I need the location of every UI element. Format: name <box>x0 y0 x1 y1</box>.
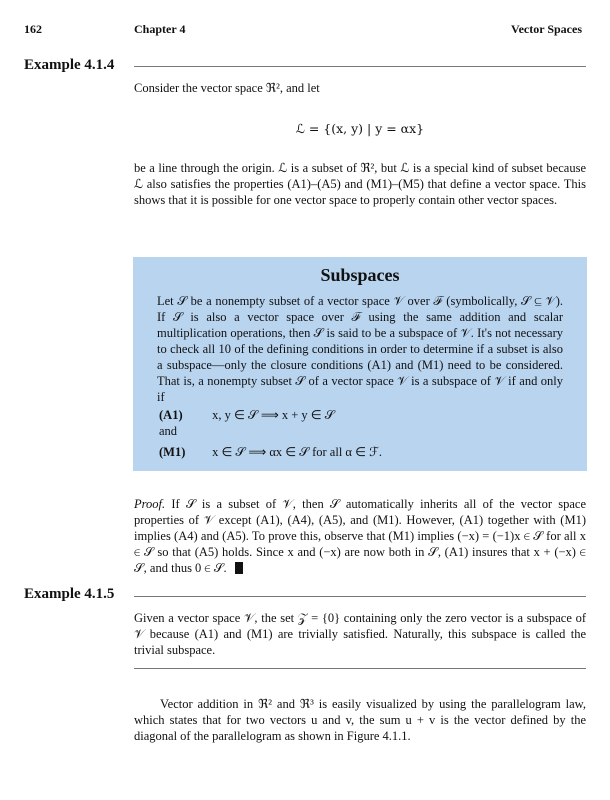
example-label-2: Example 4.1.5 <box>24 586 115 602</box>
condition-m1-label: (M1) <box>159 445 186 459</box>
example-2-text: Given a vector space 𝒱, the set 𝒵 = {0} containing only the zero vector is a subspace of 𝒱 because (A1) and (M1) are trivially satisfied. Naturally, this subspace is called the trivial subspace. <box>134 611 586 657</box>
condition-m1-text: x ∈ 𝒮 ⟹ αx ∈ 𝒮 for all α ∈ ℱ. <box>212 445 383 459</box>
box-definition-text: Let 𝒮 be a nonempty subset of a vector space 𝒱 over ℱ (symbolically, 𝒮 ⊆ 𝒱). If 𝒮 is also a vector space over ℱ using the same addition and scalar multiplication operations, then 𝒮 is said to be a subspace of 𝒱. It's not necessary to check all 10 of the defining conditions in order to determine if a subset is also a subspace—only the closure conditions (A1) and (M1) need to be considered. That is, a nonempty subset 𝒮 of a vector space 𝒱 is a subspace of 𝒱 if and only if <box>157 294 563 404</box>
divider <box>134 66 586 67</box>
divider <box>134 668 586 669</box>
box-title: Subspaces <box>320 265 400 285</box>
proof-label: Proof. <box>134 497 166 511</box>
chapter-title: Chapter 4 <box>134 22 186 36</box>
example-body: be a line through the origin. ℒ is a subset of ℜ², but ℒ is a special kind of subset because ℒ also satisfies the properties (A1)–(A5) and (M1)–(M5) that define a vector space. This shows that it is possible for one vector space to properly contain other vector spaces. <box>134 161 586 207</box>
qed-square-icon <box>235 562 243 574</box>
page-number: 162 <box>24 22 42 36</box>
line-equation: ℒ = {(x, y) | y = αx} <box>295 121 425 136</box>
proof-text: If 𝒮 is a subset of 𝒱, then 𝒮 automatically inherits all of the vector space properties of 𝒱 except (A1), (A4), (A5), and (M1). However, (A1) together with (M1) implies (A4) and (A5). To prove this, observe that (M1) implies (−x) = (−1)x ∈ 𝒮 for all x ∈ 𝒮 so that (A5) holds. Since x and (−x) are now both in 𝒮, (A1) insures that x + (−x) ∈ 𝒮, and thus 0 ∈ 𝒮. <box>134 497 586 575</box>
closing-paragraph: Vector addition in ℜ² and ℜ³ is easily visualized by using the parallelogram law, which states that for two vectors u and v, the sum u + v is the vector defined by the diagonal of the parallelogram as shown in Figure 4.1.1. <box>134 697 586 743</box>
section-title: Vector Spaces <box>511 22 582 36</box>
and-text: and <box>159 424 178 438</box>
condition-a1 <box>159 407 334 423</box>
condition-a1-text: x, y ∈ 𝒮 ⟹ x + y ∈ 𝒮 <box>212 408 335 422</box>
subspaces-definition-box <box>133 257 587 471</box>
example-label: Example 4.1.4 <box>24 57 115 73</box>
example-intro: Consider the vector space ℜ², and let <box>134 81 320 95</box>
condition-a1-label: (A1) <box>159 408 183 422</box>
proof-paragraph <box>134 496 586 576</box>
divider <box>134 596 586 597</box>
page-header <box>24 22 582 38</box>
condition-m1 <box>159 444 382 460</box>
